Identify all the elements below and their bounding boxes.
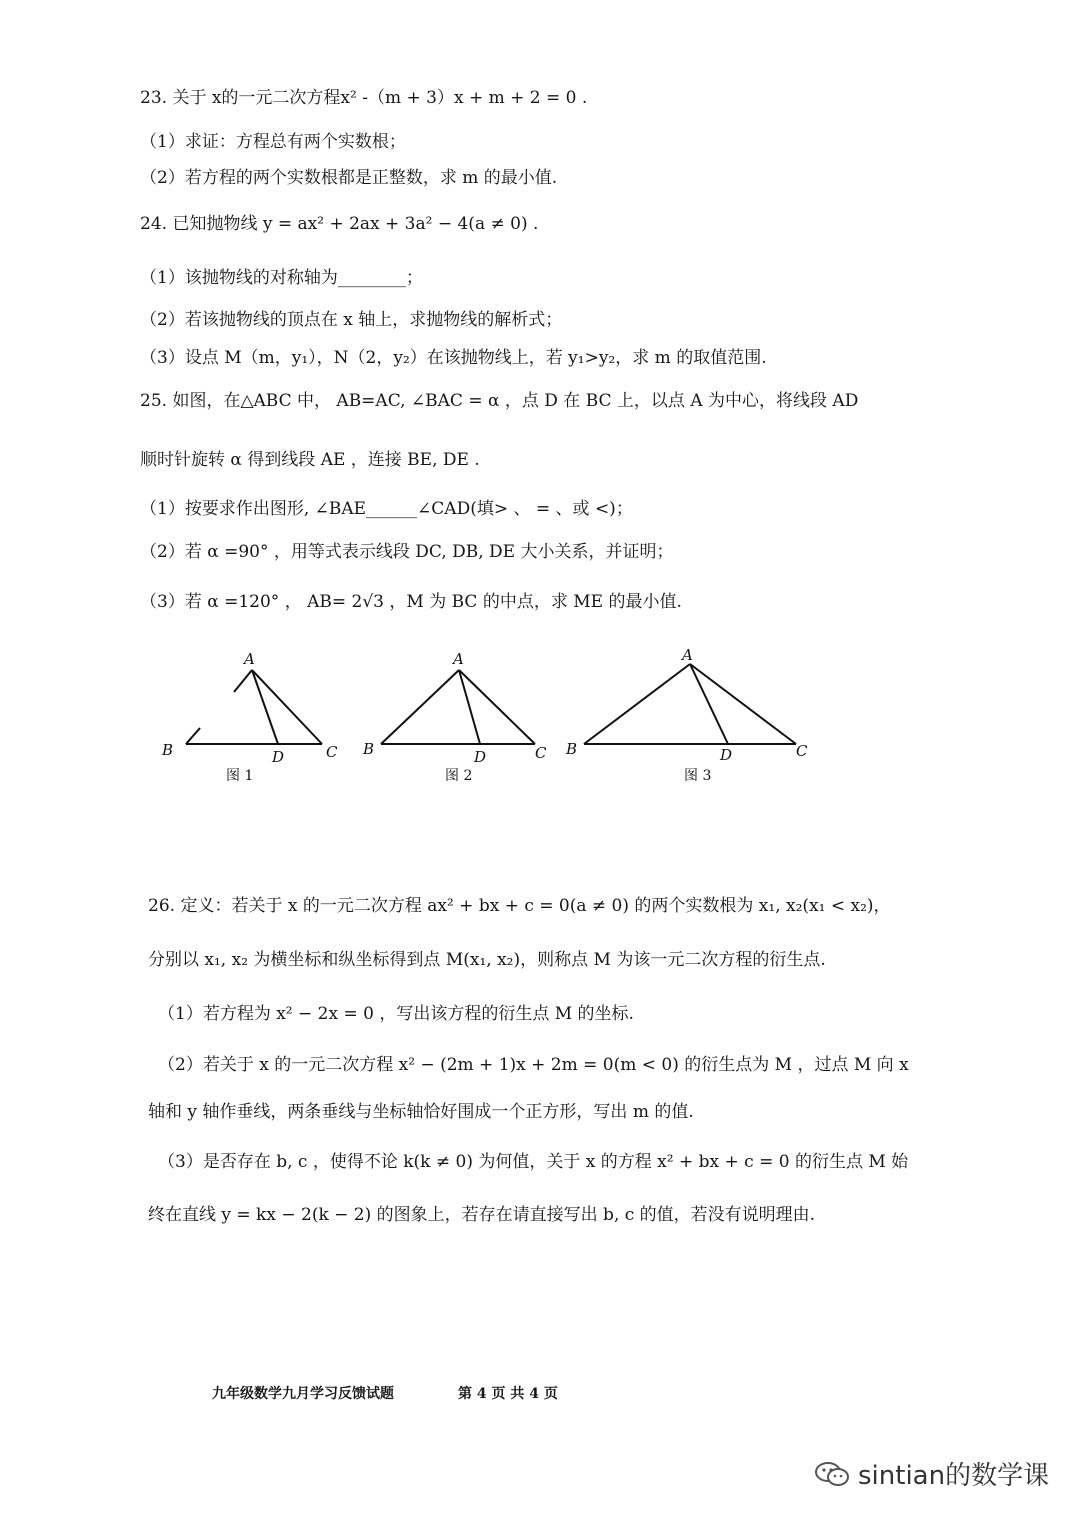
- q24-part3: （3）设点 M（m，y₁），N（2，y₂）在该抛物线上，若 y₁>y₂，求 m 的取值范围.: [140, 348, 767, 368]
- watermark-text: sintian的数学课: [858, 1461, 1050, 1491]
- fig3-label-c: C: [796, 742, 808, 760]
- q23-stem: 23. 关于 x的一元二次方程x² -（m + 3）x + m + 2 = 0 .: [140, 88, 588, 108]
- fig1-side-ab-partial: [234, 670, 252, 692]
- fig1-label-a: A: [244, 650, 255, 668]
- fig3-label-b: B: [566, 740, 578, 758]
- q26-part2: （2）若关于 x 的一元二次方程 x² − (2m + 1)x + 2m = 0(m < 0) 的衍生点为 M ，过点 M 向 x: [158, 1055, 909, 1075]
- fig2-label-d: D: [474, 748, 487, 766]
- footer-page-number: 第 4 页 共 4 页: [458, 1386, 558, 1402]
- figure-1: [150, 640, 350, 790]
- fig2-side-ab: [381, 670, 459, 744]
- fig2-caption: 图 2: [445, 768, 473, 784]
- q26-stem2: 分别以 x₁, x₂ 为横坐标和纵坐标得到点 M(x₁, x₂)，则称点 M 为该一元二次方程的衍生点.: [148, 950, 826, 970]
- fig3-segment-ad: [690, 664, 728, 744]
- q24-part1: （1）该抛物线的对称轴为________；: [140, 268, 423, 288]
- figure-2: [355, 640, 555, 790]
- q26-part1: （1）若方程为 x² − 2x = 0 ，写出该方程的衍生点 M 的坐标.: [158, 1004, 634, 1024]
- fig3-side-ac: [690, 664, 796, 744]
- fig1-label-c: C: [326, 743, 338, 761]
- figure-3: [560, 640, 820, 790]
- q26-stem: 26. 定义：若关于 x 的一元二次方程 ax² + bx + c = 0(a ≠ 0) 的两个实数根为 x₁, x₂(x₁ < x₂)，: [148, 896, 891, 916]
- q26-part2-cont: 轴和 y 轴作垂线，两条垂线与坐标轴恰好围成一个正方形，写出 m 的值.: [148, 1102, 694, 1122]
- q25-stem2: 顺时针旋转 α 得到线段 AE ，连接 BE, DE .: [140, 450, 480, 470]
- q23-part1: （1）求证：方程总有两个实数根；: [140, 132, 406, 152]
- fig1-caption: 图 1: [226, 768, 254, 784]
- q25-part3: （3）若 α =120° ， AB= 2√3 ，M 为 BC 的中点，求 ME 的最小值.: [140, 592, 682, 612]
- q25-stem: 25. 如图，在△ABC 中， AB=AC, ∠BAC = α ，点 D 在 BC 上，以点 A 为中心，将线段 AD: [140, 391, 859, 411]
- fig2-label-c: C: [535, 744, 547, 762]
- footer-title: 九年级数学九月学习反馈试题: [212, 1386, 394, 1402]
- fig1-side-ac: [252, 670, 322, 744]
- fig3-label-a: A: [682, 646, 693, 664]
- fig3-side-ab: [584, 664, 690, 744]
- q24-part2: （2）若该抛物线的顶点在 x 轴上，求抛物线的解析式；: [140, 310, 563, 330]
- q25-part2: （2）若 α =90° ，用等式表示线段 DC, DB, DE 大小关系，并证明；: [140, 542, 674, 562]
- q24-stem: 24. 已知抛物线 y = ax² + 2ax + 3a² − 4(a ≠ 0) .: [140, 214, 539, 234]
- fig2-label-a: A: [453, 650, 464, 668]
- watermark: [814, 1455, 1049, 1492]
- q26-part3-cont: 终在直线 y = kx − 2(k − 2) 的图象上，若存在请直接写出 b, c 的值，若没有说明理由.: [148, 1205, 816, 1225]
- fig3-label-d: D: [720, 746, 733, 764]
- fig1-label-b: B: [162, 741, 174, 759]
- fig1-label-d: D: [272, 748, 285, 766]
- fig2-label-b: B: [363, 740, 375, 758]
- fig1-segment-ad: [252, 670, 278, 744]
- wechat-icon: [814, 1461, 850, 1487]
- fig3-caption: 图 3: [684, 768, 712, 784]
- fig1-side-ab-stub: [186, 728, 200, 744]
- q25-part1: （1）按要求作出图形, ∠BAE______∠CAD(填> 、 = 、或 <)；: [140, 499, 633, 519]
- q26-part3: （3）是否存在 b, c ，使得不论 k(k ≠ 0) 为何值，关于 x 的方程 x² + bx + c = 0 的衍生点 M 始: [158, 1152, 909, 1172]
- q23-part2: （2）若方程的两个实数根都是正整数，求 m 的最小值.: [140, 168, 558, 188]
